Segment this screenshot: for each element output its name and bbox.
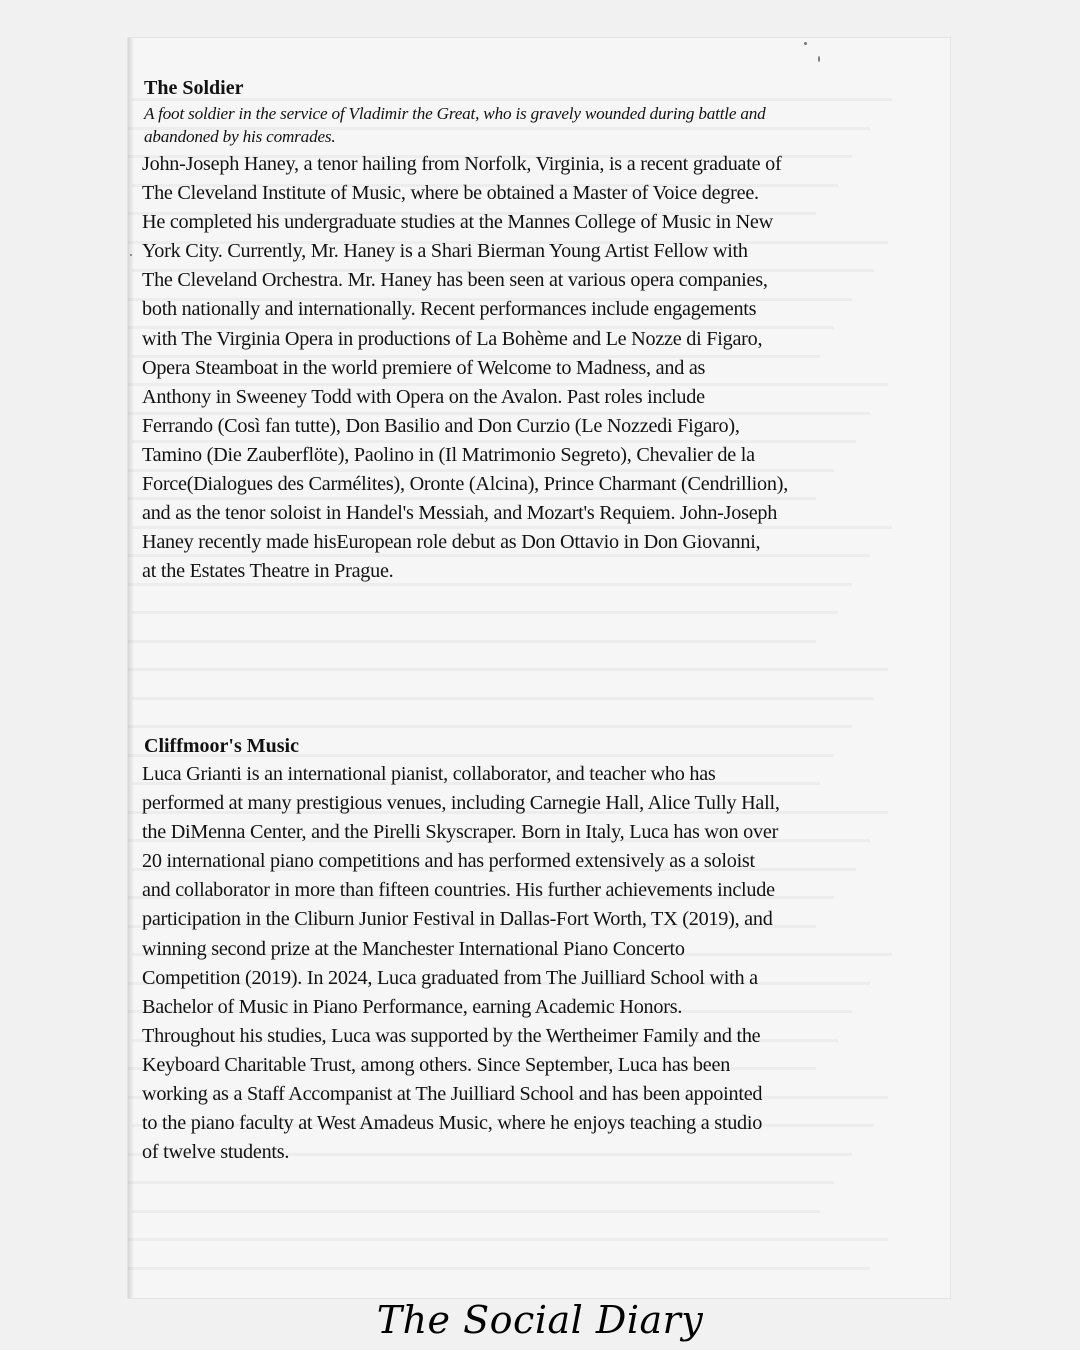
bio-line: winning second prize at the Manchester International Piano Concerto xyxy=(142,937,685,960)
bio-line: the DiMenna Center, and the Pirelli Skyscraper. Born in Italy, Luca has won over xyxy=(142,821,779,844)
bio-paragraph xyxy=(142,760,942,1167)
program-page xyxy=(128,38,950,1298)
paper-speck xyxy=(130,254,132,256)
bleed-line xyxy=(128,668,888,671)
bio-line: Luca Grianti is an international pianist, collaborator, and teacher who has xyxy=(142,763,716,785)
bio-line: Bachelor of Music in Piano Performance, earning Academic Honors. xyxy=(142,995,683,1018)
bio-line: The Cleveland Orchestra. Mr. Haney has been seen at various opera companies, xyxy=(142,269,768,292)
bio-line: and collaborator in more than fifteen countries. His further achievements include xyxy=(142,879,775,902)
bio-line: Ferrando (Così fan tutte), Don Basilio and Don Curzio (Le Nozzedi Figaro), xyxy=(142,414,740,437)
bleed-line xyxy=(132,611,838,614)
role-line: A foot soldier in the service of Vladimir the Great, who is gravely wounded during battle and xyxy=(144,104,766,123)
bio-line: Anthony in Sweeney Todd with Opera on the Avalon. Past roles include xyxy=(142,385,705,408)
bleed-line xyxy=(132,697,874,700)
bleed-line xyxy=(132,1210,820,1213)
section-heading: Cliffmoor's Music xyxy=(144,735,299,757)
bio-line: with The Virginia Opera in productions of La Bohème and Le Nozze di Figaro, xyxy=(142,327,763,350)
bio-line: of twelve students. xyxy=(142,1141,290,1164)
bio-line: Competition (2019). In 2024, Luca graduated from The Juilliard School with a xyxy=(142,966,758,989)
bleed-line xyxy=(128,1181,834,1184)
bio-line: and as the tenor soloist in Handel's Messiah, and Mozart's Requiem. John-Joseph xyxy=(142,502,778,525)
bio-line: He completed his undergraduate studies at the Mannes College of Music in New xyxy=(142,211,773,234)
bleed-line xyxy=(128,725,852,728)
role-line: abandoned by his comrades. xyxy=(144,127,336,146)
bio-line: The Cleveland Institute of Music, where be obtained a Master of Voice degree. xyxy=(142,182,759,205)
bio-line: Haney recently made hisEuropean role debut as Don Ottavio in Don Giovanni, xyxy=(142,531,761,554)
section-heading: The Soldier xyxy=(144,77,244,99)
bio-line: Opera Steamboat in the world premiere of Welcome to Madness, and as xyxy=(142,356,706,379)
bio-line: at the Estates Theatre in Prague. xyxy=(142,560,394,583)
bleed-line xyxy=(128,1238,888,1241)
bio-line: to the piano faculty at West Amadeus Music, where he enjoys teaching a studio xyxy=(142,1112,763,1135)
bio-line: performed at many prestigious venues, including Carnegie Hall, Alice Tully Hall, xyxy=(142,792,780,815)
bio-line: Force(Dialogues des Carmélites), Oronte (Alcina), Prince Charmant (Cendrillion), xyxy=(142,473,788,496)
bio-line: Throughout his studies, Luca was supported by the Wertheimer Family and the xyxy=(142,1024,761,1047)
bleed-line xyxy=(128,1267,870,1270)
bio-paragraph xyxy=(142,150,942,586)
bio-line: participation in the Cliburn Junior Festival in Dallas-Fort Worth, TX (2019), and xyxy=(142,908,773,931)
bleed-line xyxy=(128,640,816,643)
paper-speck xyxy=(818,56,820,62)
bio-line: 20 international piano competitions and has performed extensively as a soloist xyxy=(142,850,755,873)
page-edge-shadow xyxy=(128,38,134,1298)
role-description xyxy=(144,102,942,148)
brand-watermark: The Social Diary xyxy=(376,1298,704,1342)
soldier-bio-section xyxy=(142,76,942,586)
bio-line: Keyboard Charitable Trust, among others. Since September, Luca has been xyxy=(142,1053,731,1076)
bio-line: John-Joseph Haney, a tenor hailing from Norfolk, Virginia, is a recent graduate of xyxy=(142,153,782,175)
bio-line: both nationally and internationally. Recent performances include engagements xyxy=(142,298,757,321)
cliffmoor-bio-section xyxy=(142,734,942,1167)
bio-line: Tamino (Die Zauberflöte), Paolino in (Il Matrimonio Segreto), Chevalier de la xyxy=(142,443,755,466)
bio-line: York City. Currently, Mr. Haney is a Shari Bierman Young Artist Fellow with xyxy=(142,240,748,263)
bio-line: working as a Staff Accompanist at The Juilliard School and has been appointed xyxy=(142,1083,763,1106)
paper-speck xyxy=(804,42,807,45)
